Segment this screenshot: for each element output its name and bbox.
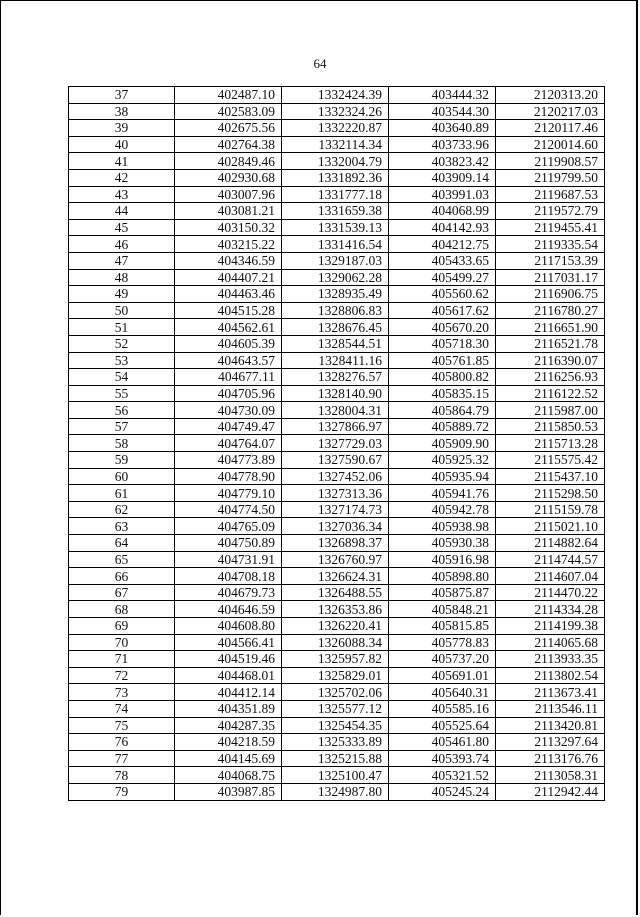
table-row (69, 269, 605, 286)
table-row (69, 551, 605, 568)
y2-cell: 2114334.28 (496, 601, 605, 618)
x2-cell: 405835.15 (389, 385, 496, 402)
table-row (69, 452, 605, 469)
point-number-cell: 74 (69, 700, 175, 717)
y1-cell: 1326898.37 (282, 535, 389, 552)
point-number-cell: 40 (69, 136, 175, 153)
table-row (69, 120, 605, 137)
x2-cell: 405935.94 (389, 468, 496, 485)
y1-cell: 1326353.86 (282, 601, 389, 618)
table-row (69, 651, 605, 668)
table-row (69, 385, 605, 402)
x1-cell: 402583.09 (175, 103, 282, 120)
x2-cell: 405393.74 (389, 750, 496, 767)
table-row (69, 618, 605, 635)
x1-cell: 404708.18 (175, 568, 282, 585)
x2-cell: 405889.72 (389, 418, 496, 435)
y1-cell: 1327729.03 (282, 435, 389, 452)
x1-cell: 404407.21 (175, 269, 282, 286)
y1-cell: 1328411.16 (282, 352, 389, 369)
x1-cell: 402849.46 (175, 153, 282, 170)
x2-cell: 404142.93 (389, 219, 496, 236)
x1-cell: 404218.59 (175, 734, 282, 751)
x1-cell: 404773.89 (175, 452, 282, 469)
point-number-cell: 58 (69, 435, 175, 452)
x2-cell: 405875.87 (389, 584, 496, 601)
x1-cell: 404778.90 (175, 468, 282, 485)
table-row (69, 767, 605, 784)
point-number-cell: 51 (69, 319, 175, 336)
y1-cell: 1328544.51 (282, 335, 389, 352)
table-row (69, 352, 605, 369)
y2-cell: 2119455.41 (496, 219, 605, 236)
y2-cell: 2116651.90 (496, 319, 605, 336)
y2-cell: 2116780.27 (496, 302, 605, 319)
point-number-cell: 43 (69, 186, 175, 203)
y2-cell: 2115437.10 (496, 468, 605, 485)
y2-cell: 2114882.64 (496, 535, 605, 552)
x1-cell: 404677.11 (175, 369, 282, 386)
point-number-cell: 64 (69, 535, 175, 552)
x2-cell: 405560.62 (389, 286, 496, 303)
y2-cell: 2119908.57 (496, 153, 605, 170)
y2-cell: 2120313.20 (496, 87, 605, 104)
y1-cell: 1331892.36 (282, 169, 389, 186)
table-row (69, 584, 605, 601)
point-number-cell: 54 (69, 369, 175, 386)
x1-cell: 403007.96 (175, 186, 282, 203)
table-row (69, 501, 605, 518)
table-row (69, 219, 605, 236)
point-number-cell: 52 (69, 335, 175, 352)
point-number-cell: 50 (69, 302, 175, 319)
y2-cell: 2113176.76 (496, 750, 605, 767)
y2-cell: 2119799.50 (496, 169, 605, 186)
table-row (69, 717, 605, 734)
y2-cell: 2115713.28 (496, 435, 605, 452)
y1-cell: 1327866.97 (282, 418, 389, 435)
table-row (69, 369, 605, 386)
y1-cell: 1329062.28 (282, 269, 389, 286)
y2-cell: 2119687.53 (496, 186, 605, 203)
table-row (69, 319, 605, 336)
y2-cell: 2117153.39 (496, 252, 605, 269)
x1-cell: 404346.59 (175, 252, 282, 269)
x2-cell: 405848.21 (389, 601, 496, 618)
point-number-cell: 76 (69, 734, 175, 751)
x2-cell: 405909.90 (389, 435, 496, 452)
point-number-cell: 70 (69, 634, 175, 651)
x1-cell: 404068.75 (175, 767, 282, 784)
y2-cell: 2113673.41 (496, 684, 605, 701)
point-number-cell: 71 (69, 651, 175, 668)
y2-cell: 2113802.54 (496, 667, 605, 684)
x2-cell: 405640.31 (389, 684, 496, 701)
x2-cell: 405942.78 (389, 501, 496, 518)
y1-cell: 1328276.57 (282, 369, 389, 386)
y1-cell: 1327313.36 (282, 485, 389, 502)
y1-cell: 1326624.31 (282, 568, 389, 585)
y1-cell: 1326760.97 (282, 551, 389, 568)
y2-cell: 2115298.50 (496, 485, 605, 502)
y1-cell: 1328676.45 (282, 319, 389, 336)
point-number-cell: 75 (69, 717, 175, 734)
y2-cell: 2114744.57 (496, 551, 605, 568)
y1-cell: 1328004.31 (282, 402, 389, 419)
y1-cell: 1325577.12 (282, 700, 389, 717)
x1-cell: 404287.35 (175, 717, 282, 734)
y1-cell: 1325215.88 (282, 750, 389, 767)
y2-cell: 2119572.79 (496, 203, 605, 220)
x1-cell: 404643.57 (175, 352, 282, 369)
table-row (69, 186, 605, 203)
table-row (69, 286, 605, 303)
x2-cell: 405916.98 (389, 551, 496, 568)
point-number-cell: 69 (69, 618, 175, 635)
x1-cell: 404779.10 (175, 485, 282, 502)
x1-cell: 404730.09 (175, 402, 282, 419)
x2-cell: 404068.99 (389, 203, 496, 220)
point-number-cell: 72 (69, 667, 175, 684)
x1-cell: 404750.89 (175, 535, 282, 552)
x2-cell: 403909.14 (389, 169, 496, 186)
y1-cell: 1325333.89 (282, 734, 389, 751)
y2-cell: 2112942.44 (496, 783, 605, 800)
x2-cell: 404212.75 (389, 236, 496, 253)
y2-cell: 2119335.54 (496, 236, 605, 253)
y1-cell: 1326088.34 (282, 634, 389, 651)
x2-cell: 405925.32 (389, 452, 496, 469)
x1-cell: 404774.50 (175, 501, 282, 518)
y1-cell: 1326220.41 (282, 618, 389, 635)
x2-cell: 405617.62 (389, 302, 496, 319)
y2-cell: 2116390.07 (496, 352, 605, 369)
x2-cell: 403444.32 (389, 87, 496, 104)
table-row (69, 468, 605, 485)
x2-cell: 403823.42 (389, 153, 496, 170)
y2-cell: 2120117.46 (496, 120, 605, 137)
point-number-cell: 79 (69, 783, 175, 800)
x2-cell: 405800.82 (389, 369, 496, 386)
y2-cell: 2117031.17 (496, 269, 605, 286)
x1-cell: 404679.73 (175, 584, 282, 601)
table-row (69, 153, 605, 170)
x2-cell: 405499.27 (389, 269, 496, 286)
table-row (69, 750, 605, 767)
y1-cell: 1328935.49 (282, 286, 389, 303)
table-row (69, 136, 605, 153)
table-row (69, 601, 605, 618)
x2-cell: 403733.96 (389, 136, 496, 153)
table-row (69, 302, 605, 319)
x2-cell: 405941.76 (389, 485, 496, 502)
x2-cell: 405525.64 (389, 717, 496, 734)
y1-cell: 1327174.73 (282, 501, 389, 518)
x2-cell: 405718.30 (389, 335, 496, 352)
y1-cell: 1325957.82 (282, 651, 389, 668)
x2-cell: 405938.98 (389, 518, 496, 535)
table-row (69, 667, 605, 684)
y2-cell: 2120217.03 (496, 103, 605, 120)
y1-cell: 1325702.06 (282, 684, 389, 701)
y1-cell: 1331539.13 (282, 219, 389, 236)
point-number-cell: 68 (69, 601, 175, 618)
point-number-cell: 53 (69, 352, 175, 369)
point-number-cell: 61 (69, 485, 175, 502)
x2-cell: 403640.89 (389, 120, 496, 137)
y1-cell: 1332424.39 (282, 87, 389, 104)
y2-cell: 2113546.11 (496, 700, 605, 717)
y2-cell: 2114199.38 (496, 618, 605, 635)
y1-cell: 1328140.90 (282, 385, 389, 402)
x1-cell: 403150.32 (175, 219, 282, 236)
x1-cell: 404731.91 (175, 551, 282, 568)
x1-cell: 404605.39 (175, 335, 282, 352)
point-number-cell: 47 (69, 252, 175, 269)
x2-cell: 405585.16 (389, 700, 496, 717)
y2-cell: 2113058.31 (496, 767, 605, 784)
y1-cell: 1331416.54 (282, 236, 389, 253)
y2-cell: 2115987.00 (496, 402, 605, 419)
x2-cell: 405245.24 (389, 783, 496, 800)
y2-cell: 2114607.04 (496, 568, 605, 585)
point-number-cell: 60 (69, 468, 175, 485)
point-number-cell: 63 (69, 518, 175, 535)
x2-cell: 403544.30 (389, 103, 496, 120)
x1-cell: 404608.80 (175, 618, 282, 635)
point-number-cell: 73 (69, 684, 175, 701)
point-number-cell: 62 (69, 501, 175, 518)
x1-cell: 404705.96 (175, 385, 282, 402)
y1-cell: 1332114.34 (282, 136, 389, 153)
y1-cell: 1325100.47 (282, 767, 389, 784)
y2-cell: 2114065.68 (496, 634, 605, 651)
y2-cell: 2116521.78 (496, 335, 605, 352)
y2-cell: 2115575.42 (496, 452, 605, 469)
table-row (69, 418, 605, 435)
x1-cell: 404468.01 (175, 667, 282, 684)
y1-cell: 1331777.18 (282, 186, 389, 203)
x2-cell: 405670.20 (389, 319, 496, 336)
x2-cell: 405691.01 (389, 667, 496, 684)
y1-cell: 1332004.79 (282, 153, 389, 170)
point-number-cell: 56 (69, 402, 175, 419)
table-row (69, 684, 605, 701)
point-number-cell: 67 (69, 584, 175, 601)
x2-cell: 405778.83 (389, 634, 496, 651)
table-row (69, 402, 605, 419)
x2-cell: 405898.80 (389, 568, 496, 585)
x1-cell: 404412.14 (175, 684, 282, 701)
point-number-cell: 48 (69, 269, 175, 286)
point-number-cell: 59 (69, 452, 175, 469)
x2-cell: 405461.80 (389, 734, 496, 751)
x2-cell: 405737.20 (389, 651, 496, 668)
y2-cell: 2115159.78 (496, 501, 605, 518)
table-row (69, 485, 605, 502)
x1-cell: 403215.22 (175, 236, 282, 253)
y1-cell: 1332324.26 (282, 103, 389, 120)
table-row (69, 634, 605, 651)
x1-cell: 404145.69 (175, 750, 282, 767)
y1-cell: 1326488.55 (282, 584, 389, 601)
x1-cell: 403081.21 (175, 203, 282, 220)
coordinates-table (68, 86, 605, 801)
table-body (69, 87, 605, 801)
x1-cell: 402675.56 (175, 120, 282, 137)
table-row (69, 734, 605, 751)
y1-cell: 1331659.38 (282, 203, 389, 220)
x1-cell: 404749.47 (175, 418, 282, 435)
x1-cell: 404519.46 (175, 651, 282, 668)
x2-cell: 405815.85 (389, 618, 496, 635)
table-row (69, 252, 605, 269)
y1-cell: 1328806.83 (282, 302, 389, 319)
table-row (69, 203, 605, 220)
y1-cell: 1327452.06 (282, 468, 389, 485)
y1-cell: 1325829.01 (282, 667, 389, 684)
x1-cell: 404765.09 (175, 518, 282, 535)
table-row (69, 87, 605, 104)
y2-cell: 2115850.53 (496, 418, 605, 435)
point-number-cell: 45 (69, 219, 175, 236)
x2-cell: 405930.38 (389, 535, 496, 552)
point-number-cell: 37 (69, 87, 175, 104)
point-number-cell: 39 (69, 120, 175, 137)
table-row (69, 169, 605, 186)
y1-cell: 1329187.03 (282, 252, 389, 269)
x1-cell: 404764.07 (175, 435, 282, 452)
x2-cell: 405433.65 (389, 252, 496, 269)
point-number-cell: 41 (69, 153, 175, 170)
table-row (69, 783, 605, 800)
y2-cell: 2113420.81 (496, 717, 605, 734)
point-number-cell: 57 (69, 418, 175, 435)
y2-cell: 2115021.10 (496, 518, 605, 535)
table-row (69, 568, 605, 585)
table-row (69, 335, 605, 352)
x1-cell: 404351.89 (175, 700, 282, 717)
x2-cell: 405761.85 (389, 352, 496, 369)
x1-cell: 404515.28 (175, 302, 282, 319)
point-number-cell: 49 (69, 286, 175, 303)
page-number: 64 (313, 56, 327, 71)
point-number-cell: 38 (69, 103, 175, 120)
y1-cell: 1332220.87 (282, 120, 389, 137)
table-row (69, 103, 605, 120)
y2-cell: 2113933.35 (496, 651, 605, 668)
x1-cell: 403987.85 (175, 783, 282, 800)
x2-cell: 405864.79 (389, 402, 496, 419)
y1-cell: 1324987.80 (282, 783, 389, 800)
y1-cell: 1327590.67 (282, 452, 389, 469)
x2-cell: 405321.52 (389, 767, 496, 784)
x2-cell: 403991.03 (389, 186, 496, 203)
x1-cell: 402930.68 (175, 169, 282, 186)
point-number-cell: 46 (69, 236, 175, 253)
y2-cell: 2120014.60 (496, 136, 605, 153)
point-number-cell: 66 (69, 568, 175, 585)
y2-cell: 2116256.93 (496, 369, 605, 386)
point-number-cell: 55 (69, 385, 175, 402)
x1-cell: 404566.41 (175, 634, 282, 651)
y1-cell: 1327036.34 (282, 518, 389, 535)
table-row (69, 700, 605, 717)
point-number-cell: 44 (69, 203, 175, 220)
point-number-cell: 77 (69, 750, 175, 767)
x1-cell: 402487.10 (175, 87, 282, 104)
point-number-cell: 78 (69, 767, 175, 784)
point-number-cell: 42 (69, 169, 175, 186)
x1-cell: 404646.59 (175, 601, 282, 618)
x1-cell: 404463.46 (175, 286, 282, 303)
x1-cell: 402764.38 (175, 136, 282, 153)
table-row (69, 236, 605, 253)
point-number-cell: 65 (69, 551, 175, 568)
table-row (69, 518, 605, 535)
x1-cell: 404562.61 (175, 319, 282, 336)
y1-cell: 1325454.35 (282, 717, 389, 734)
table-row (69, 535, 605, 552)
y2-cell: 2116906.75 (496, 286, 605, 303)
y2-cell: 2114470.22 (496, 584, 605, 601)
y2-cell: 2113297.64 (496, 734, 605, 751)
y2-cell: 2116122.52 (496, 385, 605, 402)
table-row (69, 435, 605, 452)
